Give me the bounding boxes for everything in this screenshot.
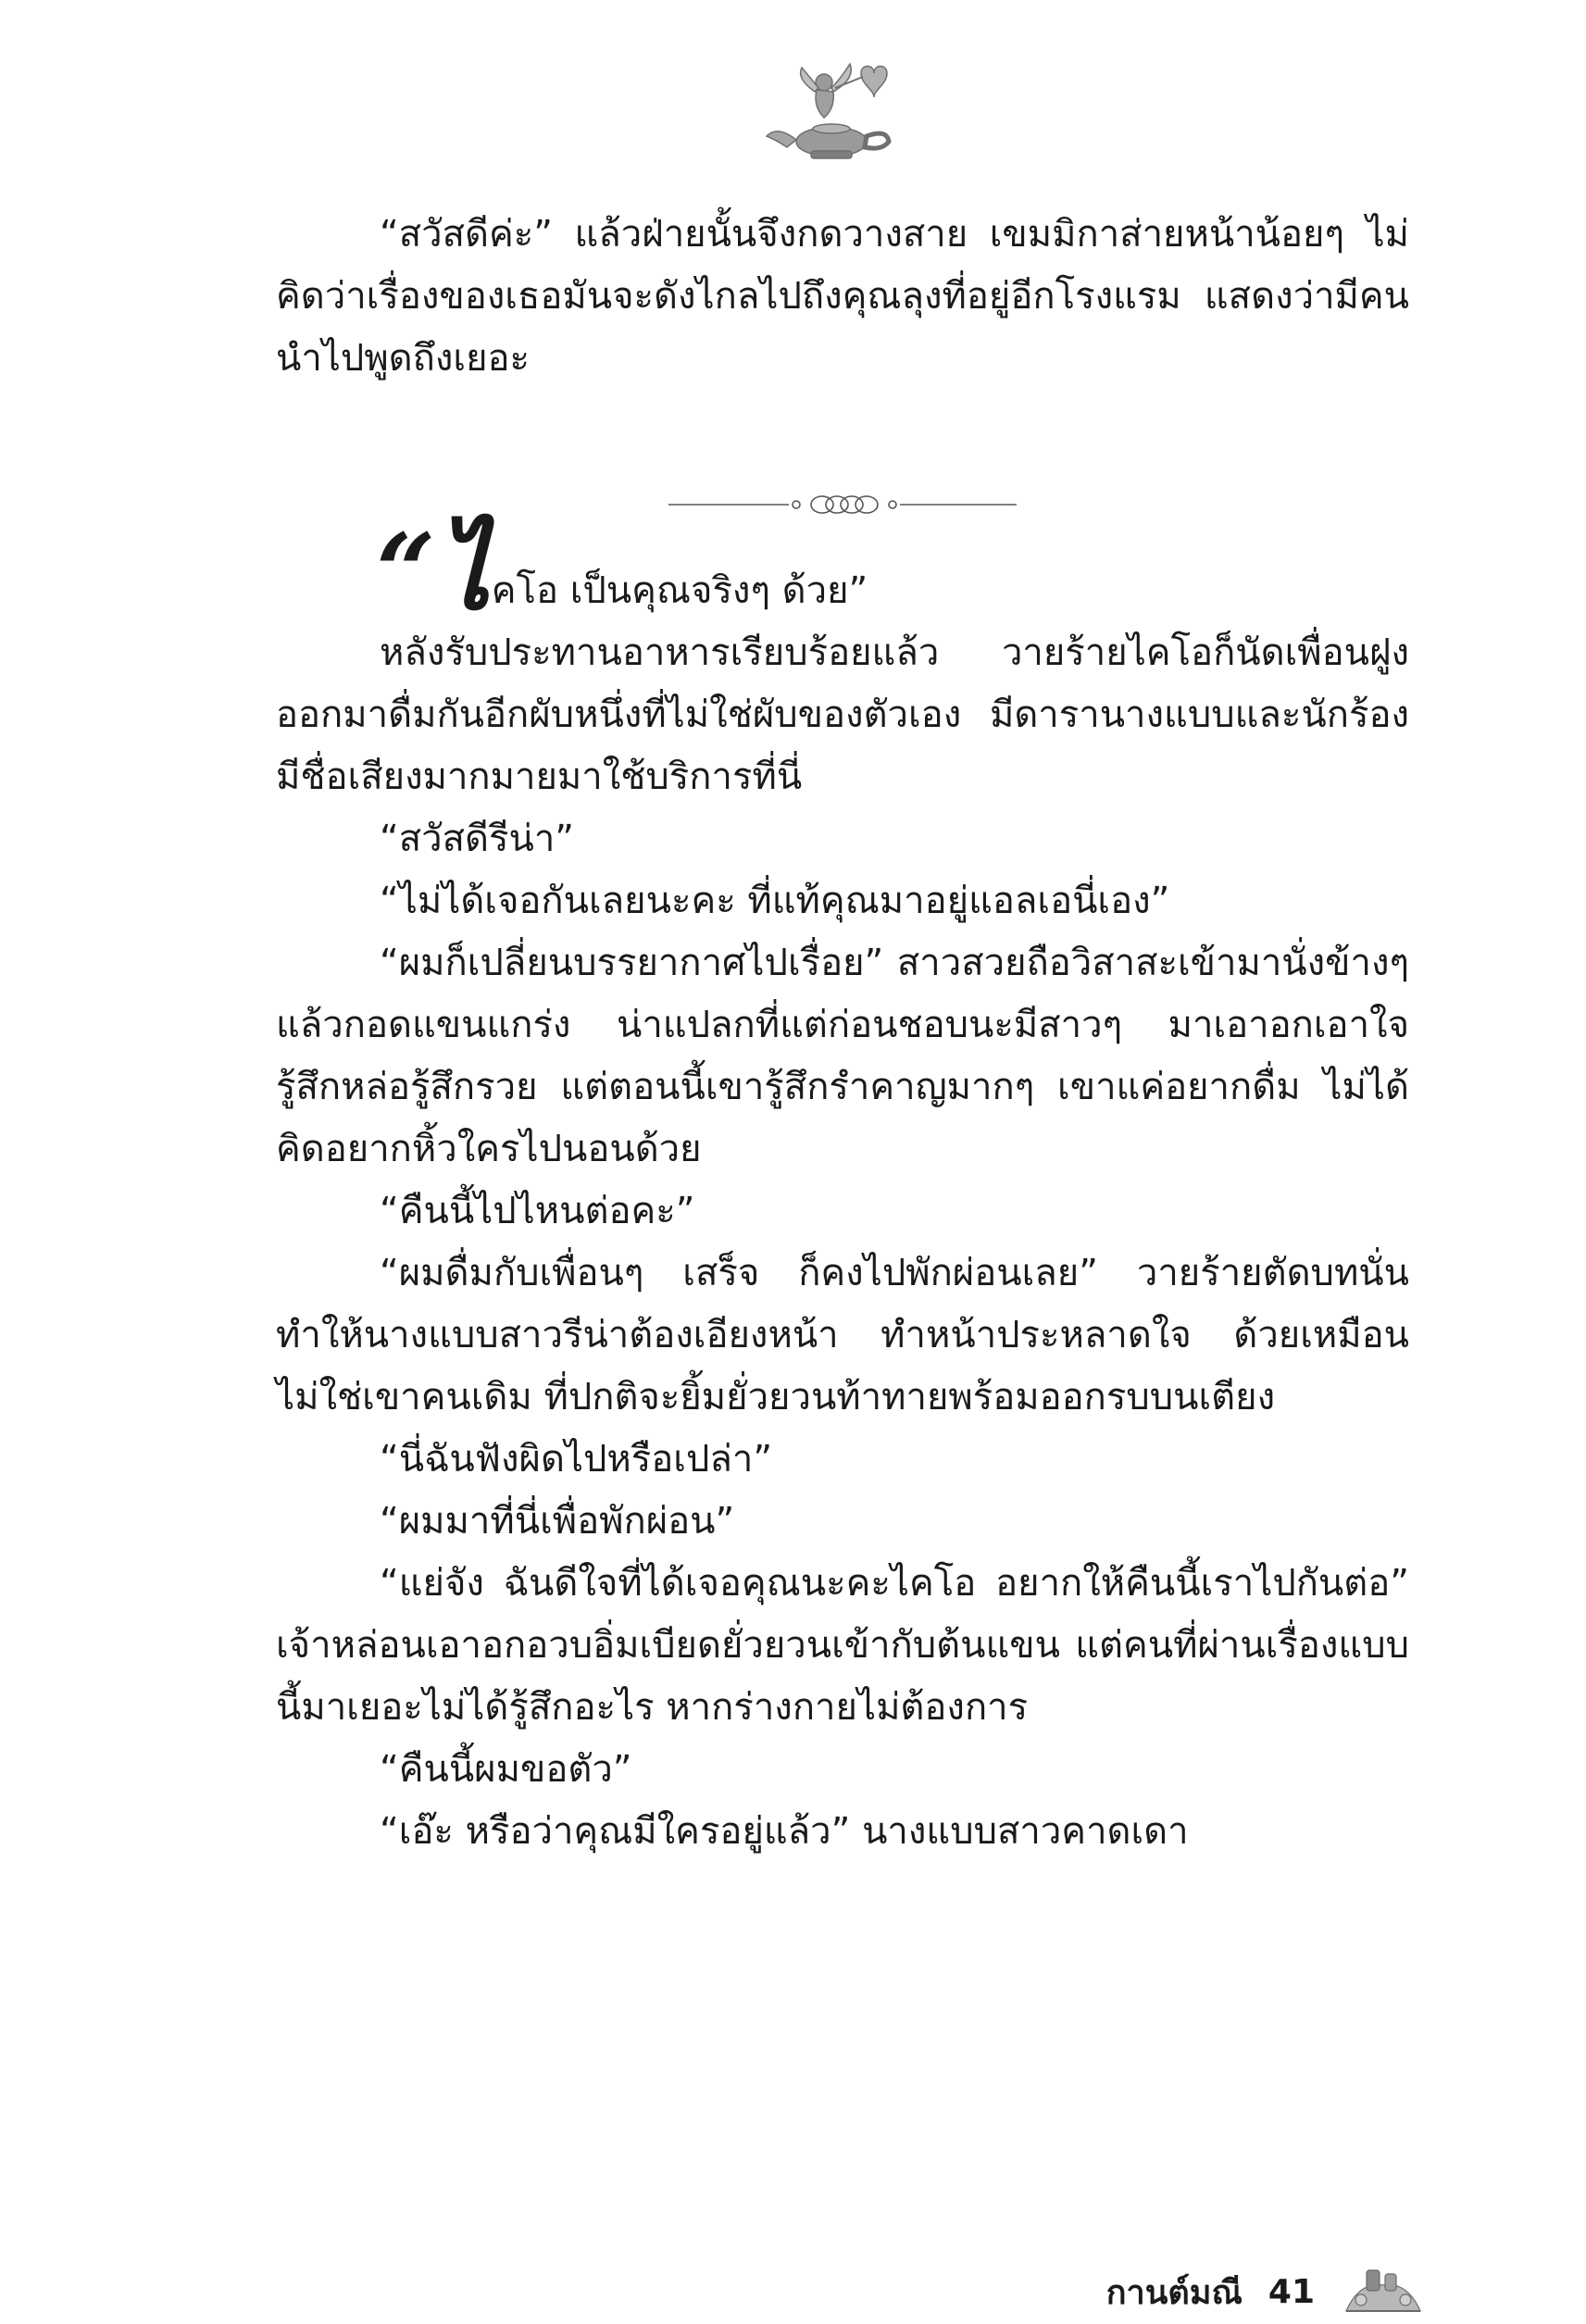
text-block-top <box>276 204 1409 390</box>
dropcap-rest: คโอ เป็นคุณจริงๆ ด้วย” <box>491 569 868 612</box>
paragraph: “คืนนี้ผมขอตัว” <box>380 1748 632 1791</box>
paragraph: “เอ๊ะ หรือว่าคุณมีใครอยู่แล้ว” นางแบบสาวคาดเดา <box>380 1810 1189 1853</box>
paragraph: “สวัสดีค่ะ” แล้วฝ่ายนั้นจึงกดวางสาย เขมมิกาส่ายหน้าน้อยๆ ไม่คิดว่าเรื่องของเธอมันจะดังไกลไปถึงคุณลุงที่อยู่อีกโรงแรม แสดงว่ามีคนนำไปพูดถึงเยอะ <box>276 213 1409 380</box>
footer-title: กานต์มณี <box>1105 2273 1243 2312</box>
paragraph: “แย่จัง ฉันดีใจที่ได้เจอคุณนะคะไคโอ อยากให้คืนนี้เราไปกันต่อ” เจ้าหล่อนเอาอกอวบอิ่มเบียดยั่วยวนเข้ากับต้นแขน แต่คนที่ผ่านเรื่องแบบนี้มาเยอะไม่ได้รู้สึกอะไร หากร่างกายไม่ต้องการ <box>276 1562 1409 1729</box>
paragraph: “นี่ฉันฟังผิดไปหรือเปล่า” <box>380 1438 773 1481</box>
paragraph: “สวัสดีรีน่า” <box>380 818 574 860</box>
paragraph: หลังรับประทานอาหารเรียบร้อยแล้ว วายร้ายไคโอก็นัดเพื่อนฝูงออกมาดื่มกันอีกผับหนึ่งที่ไม่ใช่ผับของตัวเอง มีดารานางแบบและนักร้องมีชื่อเสียงมากมายมาใช้บริการที่นี่ <box>276 631 1409 798</box>
dropcap-letter: ไ <box>437 512 490 633</box>
dropcap-quote: “ <box>376 512 436 633</box>
paragraph: “ไม่ได้เจอกันเลยนะคะ ที่แท้คุณมาอยู่แอลเอนี่เอง” <box>380 880 1170 922</box>
text-block-main <box>276 512 1409 1863</box>
footer-ornament-icon <box>1341 2263 1426 2320</box>
paragraph: “ผมดื่มกับเพื่อนๆ เสร็จ ก็คงไปพักผ่อนเลย” วายร้ายตัดบทนั่นทำให้นางแบบสาวรีน่าต้องเอียงหน้า ทำหน้าประหลาดใจ ด้วยเหมือนไม่ใช่เขาคนเดิม ที่ปกติจะยิ้มยั่วยวนท้าทายพร้อมออกรบบนเตียง <box>276 1252 1409 1418</box>
paragraph: “ผมมาที่นี่เพื่อพักผ่อน” <box>380 1500 735 1543</box>
page-footer <box>1018 2259 1426 2324</box>
paragraph: “คืนนี้ไปไหนต่อคะ” <box>380 1190 695 1232</box>
cupid-teapot-ornament-icon <box>759 51 907 171</box>
dropcap-paragraph <box>276 512 1409 633</box>
paragraph: “ผมก็เปลี่ยนบรรยากาศไปเรื่อย” สาวสวยถือวิสาสะเข้ามานั่งข้างๆ แล้วกอดแขนแกร่ง น่าแปลกที่แต่ก่อนชอบนะมีสาวๆ มาเอาอกเอาใจ รู้สึกหล่อรู้สึกรวย แต่ตอนนี้เขารู้สึกรำคาญมากๆ เขาแค่อยากดื่ม ไม่ได้คิดอยากหิ้วใครไปนอนด้วย <box>276 942 1409 1170</box>
page-number: 41 <box>1268 2272 1315 2311</box>
scene-divider-ornament-icon <box>667 486 1018 523</box>
